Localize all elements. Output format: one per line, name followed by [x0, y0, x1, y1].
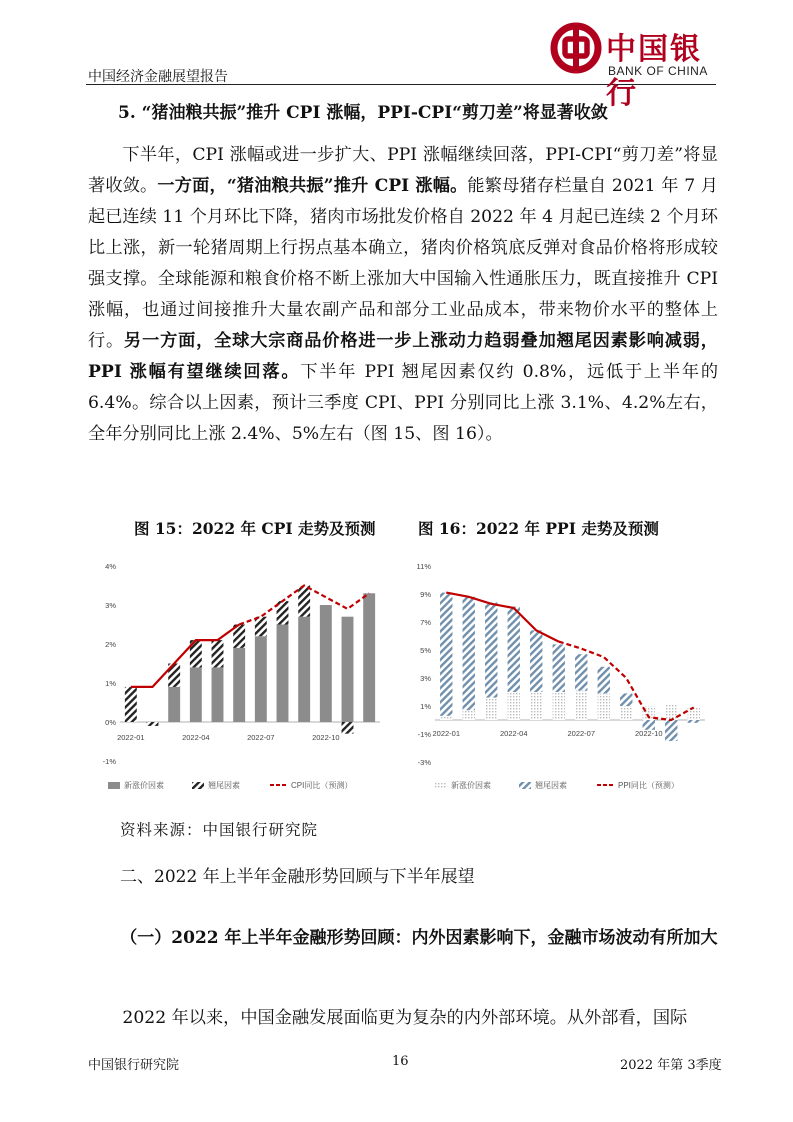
y-tick-label: 7% [420, 618, 431, 627]
new-price-bar [575, 691, 587, 720]
new-price-bar [190, 667, 202, 722]
x-tick-label: 2022-01 [432, 729, 461, 738]
legend-swatch-carryover [519, 782, 531, 789]
footer-quarter: 2022 年第 3季度 [620, 1058, 722, 1073]
y-tick-label: 1% [420, 702, 431, 711]
x-tick-label: 2022-04 [499, 729, 528, 738]
carryover-bar [342, 722, 354, 734]
new-price-bar [553, 692, 565, 720]
report-title: 中国经济金融展望报告 [88, 69, 228, 85]
figure-15-title: 图 15：2022 年 CPI 走势及预测 [134, 519, 376, 538]
para-text: 下半年 PPI 翘尾因素仅约 0.8%，远低于上半年的 6.4%。综合以上因素，预计三季度 CPI、PPI 分别同比上涨 3.1%、4.2%左右，全年分别同比上涨 2.4%、5%左右（图 15、图 16）。 [88, 362, 719, 444]
y-tick-label: -3% [417, 758, 431, 767]
carryover-bar [598, 667, 610, 694]
x-tick-label: 2022-10 [634, 729, 663, 738]
new-price-bar [508, 692, 520, 720]
carryover-bar [620, 693, 632, 706]
legend-label: 翘尾因素 [208, 781, 240, 790]
ppi-chart-svg [405, 552, 717, 802]
new-price-bar [440, 716, 452, 720]
new-price-bar [530, 692, 542, 720]
figure-16-chart [405, 552, 717, 802]
carryover-bar [298, 586, 310, 617]
carryover-bar [440, 593, 452, 716]
carryover-bar [255, 617, 267, 637]
new-price-bar [212, 667, 224, 722]
legend-label: PPI同比（预测） [618, 781, 679, 790]
legend-label: CPI同比（预测） [291, 781, 353, 790]
legend-label: 翘尾因素 [535, 781, 567, 790]
carryover-bar [125, 687, 137, 722]
legend-swatch-new [108, 782, 120, 789]
body-paragraph [88, 140, 718, 450]
carryover-bar [553, 644, 565, 692]
new-price-bar [463, 710, 475, 720]
new-price-bar [363, 593, 375, 722]
carryover-bar [463, 597, 475, 710]
x-tick-label: 2022-04 [182, 733, 210, 742]
x-tick-label: 2022-10 [312, 733, 340, 742]
new-price-bar [598, 693, 610, 720]
carryover-bar [665, 720, 677, 741]
y-tick-label: 9% [420, 590, 431, 599]
x-tick-label: 2022-07 [567, 729, 596, 738]
page-number: 16 [392, 1054, 409, 1069]
new-price-bar [320, 605, 332, 722]
legend-swatch-carryover [192, 782, 204, 789]
carryover-bar [508, 607, 520, 692]
body-paragraph-2: 2022 年以来，中国金融发展面临更为复杂的内外部环境。从外部看，国际 [122, 1008, 688, 1028]
carryover-bar [485, 602, 497, 697]
para-text: 能繁母猪存栏量自 2021 年 7 月起已连续 11 个月环比下降，猪肉市场批发价格自 2022 年 4 月起已连续 2 个月环比上涨，新一轮猪周期上行拐点基本确立，猪肉价格筑底反弹对食品价格将形成较强支撑。全球能源和粮食价格不断上涨加大中国输入性通胀压力，既直接推升 CPI 涨幅，也通过间接推升大量农副产品和部分工业品成本，带来物价水平的整体上行。 [88, 176, 718, 351]
y-tick-label: 0% [105, 718, 116, 727]
cpi-chart-svg [88, 552, 388, 802]
boc-emblem-icon [550, 22, 602, 74]
bank-logo [548, 20, 718, 111]
carryover-bar [575, 654, 587, 690]
para-bold: 另一方面，全球大宗商品价格进一步上涨动力趋弱叠加翘尾因素影响减弱，PPI 涨幅有望继续回落。 [88, 331, 718, 382]
y-tick-label: 3% [105, 601, 116, 610]
y-tick-label: -1% [102, 757, 116, 766]
new-price-bar [277, 625, 289, 723]
source-note: 资料来源：中国银行研究院 [120, 821, 319, 839]
new-price-bar [688, 707, 700, 720]
new-price-bar [298, 617, 310, 722]
section-2-heading: 二、2022 年上半年金融形势回顾与下半年展望 [120, 867, 475, 887]
para-bold: 一方面，“猪油粮共振”推升 CPI 涨幅。 [157, 176, 468, 196]
x-tick-label: 2022-07 [247, 733, 275, 742]
legend-label: 新涨价因素 [124, 781, 164, 790]
carryover-bar [688, 720, 700, 723]
logo-text-cn: 中国银行 [606, 32, 702, 111]
legend-swatch-new [435, 782, 447, 789]
footer-org: 中国银行研究院 [88, 1058, 180, 1073]
new-price-bar [233, 648, 245, 722]
para-text: 下半年，CPI 涨幅或进一步扩大、PPI 涨幅继续回落，PPI-CPI“剪刀差”将显著收敛。 [88, 145, 718, 196]
new-price-bar [665, 705, 677, 720]
carryover-bar [212, 640, 224, 667]
section-heading: 5. “猪油粮共振”推升 CPI 涨幅，PPI-CPI“剪刀差”将显著收敛 [118, 103, 608, 123]
subsection-heading: （一）2022 年上半年金融形势回顾：内外因素影响下，金融市场波动有所加大 [120, 928, 718, 948]
y-tick-label: 2% [105, 640, 116, 649]
new-price-bar [255, 636, 267, 722]
y-tick-label: 4% [105, 562, 116, 571]
new-price-bar [485, 698, 497, 720]
carryover-bar [530, 630, 542, 692]
new-price-bar [168, 687, 180, 722]
y-tick-label: -1% [417, 730, 431, 739]
y-tick-label: 11% [416, 562, 431, 571]
figure-15-chart [88, 552, 388, 802]
carryover-bar [147, 722, 159, 726]
y-tick-label: 5% [420, 646, 431, 655]
y-tick-label: 3% [420, 674, 431, 683]
y-tick-label: 1% [105, 679, 116, 688]
legend-label: 新涨价因素 [451, 781, 491, 790]
figure-16-title: 图 16：2022 年 PPI 走势及预测 [418, 519, 659, 538]
logo-text-en: BANK OF CHINA [608, 64, 708, 78]
new-price-bar [620, 706, 632, 720]
x-tick-label: 2022-01 [117, 733, 145, 742]
new-price-bar [342, 617, 354, 722]
